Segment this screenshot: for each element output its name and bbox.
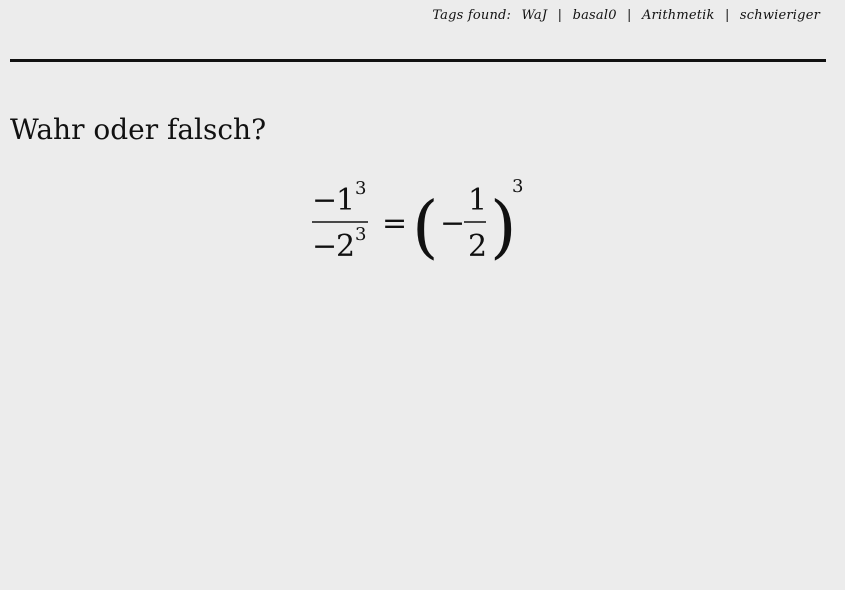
lhs-denominator-base: 2 — [336, 229, 356, 264]
lhs-numerator-base: 1 — [336, 183, 356, 218]
math-formula — [300, 172, 540, 272]
rhs-open-paren: ( — [412, 188, 439, 267]
lhs-numerator-sign: − — [312, 183, 338, 218]
tag-separator: | — [557, 8, 563, 23]
tag-item: schwieriger — [739, 8, 820, 23]
lhs-numerator-exponent: 3 — [355, 178, 367, 199]
tags-label: Tags found: — [432, 8, 512, 23]
rhs-denominator: 2 — [468, 229, 488, 264]
tag-item: Arithmetik — [641, 8, 715, 23]
lhs-denominator-exponent: 3 — [355, 224, 367, 245]
equals-sign: = — [382, 206, 408, 241]
tag-separator: | — [724, 8, 730, 23]
header-divider — [10, 59, 826, 62]
tag-separator: | — [627, 8, 632, 23]
question-prompt: Wahr oder falsch? — [10, 113, 267, 146]
tag-item: basal0 — [572, 8, 617, 23]
rhs-close-paren: ) — [490, 188, 517, 267]
formula-svg — [300, 172, 540, 272]
rhs-numerator: 1 — [468, 183, 488, 218]
tag-item: WaJ — [521, 8, 548, 23]
lhs-denominator-sign: − — [312, 229, 338, 264]
rhs-exponent: 3 — [512, 176, 524, 197]
rhs-sign: − — [440, 206, 466, 241]
tags-header — [432, 8, 820, 23]
